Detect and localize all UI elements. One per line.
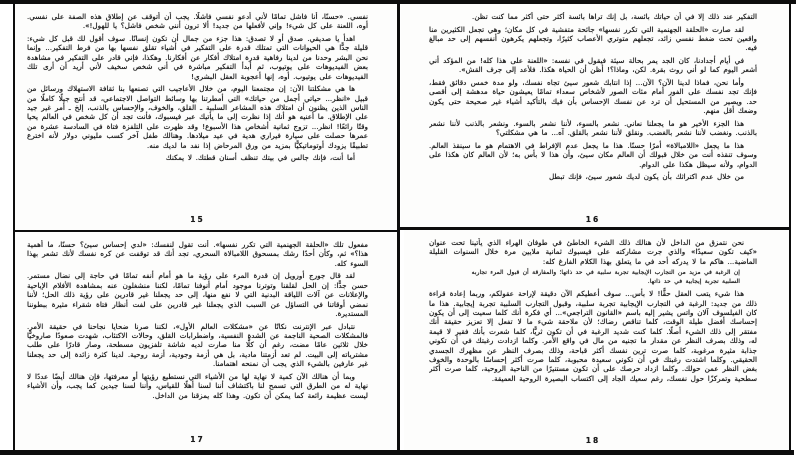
block-quote: إن الرغبة في مزيد من التجارب الإيجابية تجربة سلبية في حد ذاتها؛ والمفارقة أن قبول المرء تجاربه السلبية تجربة إيجابية في حد ذاتها. xyxy=(471,269,740,285)
page-15 xyxy=(15,4,397,230)
paragraph: مفعول تلك «الحلقة الجهنمية التي تكرر نفسها». أنت تقول لنفسك: «لدي إحساس سيئ؟ حسنًا، ما أهمية هذا؟» ثم، وكأن أحدًا رشك بمسحوق اللامبالاة السحري، تجد أنك قد توقفت عن كره نفسك لأنك تشعر بهذا السوء كله. xyxy=(27,240,368,268)
paragraph: هذا ما يجعل «اللامبالاة» أمرًا حسنًا. هذا ما يجعل عدم الإفراط في الاهتمام هو ما سينقذ العالم. وسوف تنقذه أنت من خلال قبولك أن العالم مكان سيئ، وأن هذا لا بأس به؛ لأن العالم كان هكذا على الدوام، ولأنه سيظل هكذا على الدوام. xyxy=(429,140,757,169)
page-18-text xyxy=(429,238,757,438)
paragraph: وبما أن هنالك الآن كمية لا نهاية لها من الأشياء التي نستطيع رؤيتها أو معرفتها، فإن هنالك أيضًا عددًا لا نهاية له من الطرق التي تسمح لنا باكتشاف أننا لسنا أهلًا للقياس، وأننا لسنا جيدين كما يجب، وأن الأشياء ليست عظيمة رائعة كما يمكن أن تكون. وهذا كله يمزقنا من الداخل. xyxy=(27,371,368,400)
paragraph: هذا شيء يتعب العقل حقًّا! لا بأس... سوف أعطيكم الآن دقيقة لإراحة عقولكم، وربما إعادة قراءة ذلك من جديد: الرغبة في التجارب الإيجابية تجربة سلبية، وقبول التجارب السلبية تجربة إيجابية. هذا ما كان الفيلسوف آلان واتس يشير إليه باسم «القانون التراجعي»... أي فكرة أنك كلما سعيت إلى أن يكون إحساسك أفضل طيلة الوقت، كلما تناقص رضاك؛ لأن ملاحقة شيء ما لا تفعل إلا تعزيز حقيقة أنك مفتقر إلى ذلك الشيء أصلًا. كلما كنت شديد الرغبة في أن تكون ثريًّا، كلما شعرت بأنك فقير لا قيمة له، وذلك بصرف النظر عن مقدار ما تجنيه من مال في واقع الأمر. وكلما ازدادت رغبتك في أن تكوني جذابة مثيرة مرغوبة، كلما صرت ترين نفسك أكثر قباحة، وذلك بصرف النظر عن مظهرك الجسدي الحقيقي. وكلما اشتدت رغبتك في أن تكوني سعيدة محبوبة، كلما صرت أكثر إحساسًا بالوحدة والخوف بغض النظر عمن حولك. وكلما ازداد حرصك على أن تكون مستنيرًا من الناحية الروحية، كلما صرت أكثر سطحية وتمركزًا حول نفسك، رغم سعيك الجاد إلى اكتساب البصيرة الروحية العميقة. xyxy=(429,289,757,383)
paragraph: وأما نحن، فماذا لدينا الآن؟ الآن... إذا انتابك شعور سيئ تجاه نفسك، ولو مدة خمس دقائق فقط، فإنك تجد نفسك على الفور أمام مئات الصور لأشخاص سعداء تمامًا يعيشون حياة مدهشة إلى أقصى حد. ويصير من المستحيل أن ترد عن نفسك الإحساس بأن فيك بالتأكيد أشياء غير صحيحة حتى يكون وضعك أقل منهم. xyxy=(429,78,757,116)
page-18 xyxy=(404,230,789,450)
page-17-text xyxy=(27,240,368,436)
paragraph: نفسي. «حسنًا، أنا فاشل تمامًا لأني أدعو نفسي فاشلًا. يجب أن أتوقف عن إطلاق هذه الصفة على نفسي. أوه، اللعنة على كل شيء! وإني لأفعلها من جديد! ألا ترون أنني شخص فاشل؟ يا للهول!». xyxy=(27,12,368,31)
paragraph: من خلال عدم اكتراثك بأن يكون لديك شعور سيئ، فإنك تبطل xyxy=(548,172,744,182)
page-17 xyxy=(15,232,397,450)
page-17-number: 17 xyxy=(190,435,205,444)
page-15-text xyxy=(27,12,368,213)
paragraph: لقد صارت «الحلقة الجهنمية التي تكرر نفسها» جائحة متفشية في كل مكان؛ وهي تجعل الكثيرين منا واقعين تحت ضغط نفسي زائد، تجعلهم متوتري الأعصاب كثيرًا، وتجعلهم يكرهون أنفسهم إلى حد مبالغ فيه. xyxy=(429,24,757,53)
paragraph: في أيام أجدادنا، كان الجد يمر بحالة سيئة فيقول في نفسه: «اللعنة على هذا كله! من المؤكد أني أشعر اليوم كما لو أني روث بقرة. لكن، وماذا؟! أظن أن الحياة هكذا. فلأعد إلى جرف القش». xyxy=(429,56,757,75)
page-16-text xyxy=(429,12,757,213)
scan-border-right xyxy=(789,4,791,450)
paragraph: التفكير عند ذلك إلا في أن حياتك بائسة، بل إنك تراها بائسة أكثر حتى أكثر مما كنت تظن. xyxy=(472,12,757,21)
page-18-number: 18 xyxy=(585,436,601,445)
page-16 xyxy=(401,4,789,227)
paragraph: نحن نتمزق من الداخل لأن هنالك ذلك الشيء الخاطئ في طوفان الهراء الذي يأتينا تحت عنوان «كيف تكون سعيدًا» والذي جرت مشاركته على فيسبوك ثمانية ملايين مرة خلال السنوات القليلة الماضية... هاكم ما لا يدركه أحد في ما يتعلق بهذا الكلام الفارغ كله: xyxy=(429,238,757,266)
paragraph: اهدأ يا صديقي. صدق أو لا تصدق: هذا جزء من جمال أن تكون إنسانًا. سوف أقول لك قبل كل شيء: قليلة جدًّا هي الحيوانات التي تمتلك قدرة على التفكير في أشياء تقلق نفسها بها من فرط التفكير... وإنما نحن البشر وحدنا من لدينا رفاهية قدرة امتلاك أفكار عن أفكارنا. وهكذا، فإني قادر على التفكير في مشاهدة بعض الفيديوهات على يوتيوب، ثم أبدأ التفكير مباشرة في أني شخص سخيف لأني أريد أن أرى تلك الفيديوهات على يوتيوب. أوه، إنها أعجوبة العقل البشري! xyxy=(27,34,368,81)
page-16-number: 16 xyxy=(585,215,601,224)
paragraph: هذا الجزء الأخير هو ما يجعلنا نعاني. نشعر بالسوء، لأننا نشعر بالسوء. ونشعر بالذنب لأننا نشعر بالذنب. ونغضب لأننا نشعر بالغضب. ونقلق لأننا نشعر بالقلق. آه... ما هي مشكلتي؟ xyxy=(429,118,757,138)
paragraph: ها هي مشكلتنا الآن: إن مجتمعنا اليوم، من خلال الأعاجيب التي تصنعها بنا ثقافة الاستهلاك ورسائل من قبيل «انظر... حياتي أجمل من حياتك» التي أمطرتنا بها وسائط التواصل الاجتماعي، قد أنتج جيلًا كاملًا من الناس الذين يظنون أن امتلاك هذه المشاعر السلبية ـ القلق، والخوف، والإحساس بالذنب، إلخ ـ أمر غير جيد على الإطلاق. ما أعنيه هو أنك إذا نظرت إلى ما يأتيك عبر فيسبوك، فأنت تجد أن كل شخص في العالم يحيا وقتًا رائعًا! انظر... تزوج ثمانية أشخاص هذا الأسبوع! وقد ظهرت على التلفزة فتاة في السادسة عشرة من عمرها حصلت على سيارة فيراري هدية في عيد ميلادها. وهنالك طفل آخر كسب مليوني دولار لأنه اخترع تطبيقًا يزودك أوتوماتيكيًّا بمزيد من ورق المرحاض إذا نفد ما لديك منه. xyxy=(27,84,368,150)
scan-border-bottom xyxy=(0,450,794,455)
paragraph: أما أنت، فإنك جالس في بيتك تنظف أسنان قطتك. لا يمكنك xyxy=(165,153,355,163)
page-15-number: 15 xyxy=(190,215,205,224)
paragraph: نتبادل عبر الإنترنت نكاتًا عن «مشكلات العالم الأول»، لكننا صرنا ضحايا نجاحنا في حقيقة الأمر. فالمشكلات الصحية الناجمة عن الشدة النفسية، واضطرابات القلق، وحالات الاكتئاب، شهدت صعودًا صاروخيًّا خلال ثلاثين عامًا مضت، رغم أن كلًّا منا صارت لديه شاشة تلفزيون مسطحة، وصار قادرًا على طلب مشترياته إلى البيت. لم تعد أزمتنا مادية، بل هي أزمة وجودية، أزمة روحية. لدينا كثرة زائدة إلى حد يجعلنا غير عارفين بالشيء الذي يجب أن نمنحه اهتمامنا. xyxy=(27,321,368,369)
paragraph: لقد قال جورج أورويل إن قدرة المرء على رؤية ما هو أمام أنفه تمامًا في حاجة إلى نضال مستمر. حسن جدًّا: إن الحل لقلقنا وتوترنا موجود أمام أنوفنا تمامًا، لكننا منشغلون عنه بمشاهدة الأفلام الإباحية والإعلانات عن آلات اللياقة البدنية التي لا نفع منها، إلى حد يجعلنا غير قادرين على رؤية ذلك الحل؛ لأننا نمضي أوقاتنا في التساؤل عن السبب الذي يجعلنا غير قادرين على لفت أنظار فتاة شقراء مثيرة ببطوننا المستديرة. xyxy=(27,271,368,319)
